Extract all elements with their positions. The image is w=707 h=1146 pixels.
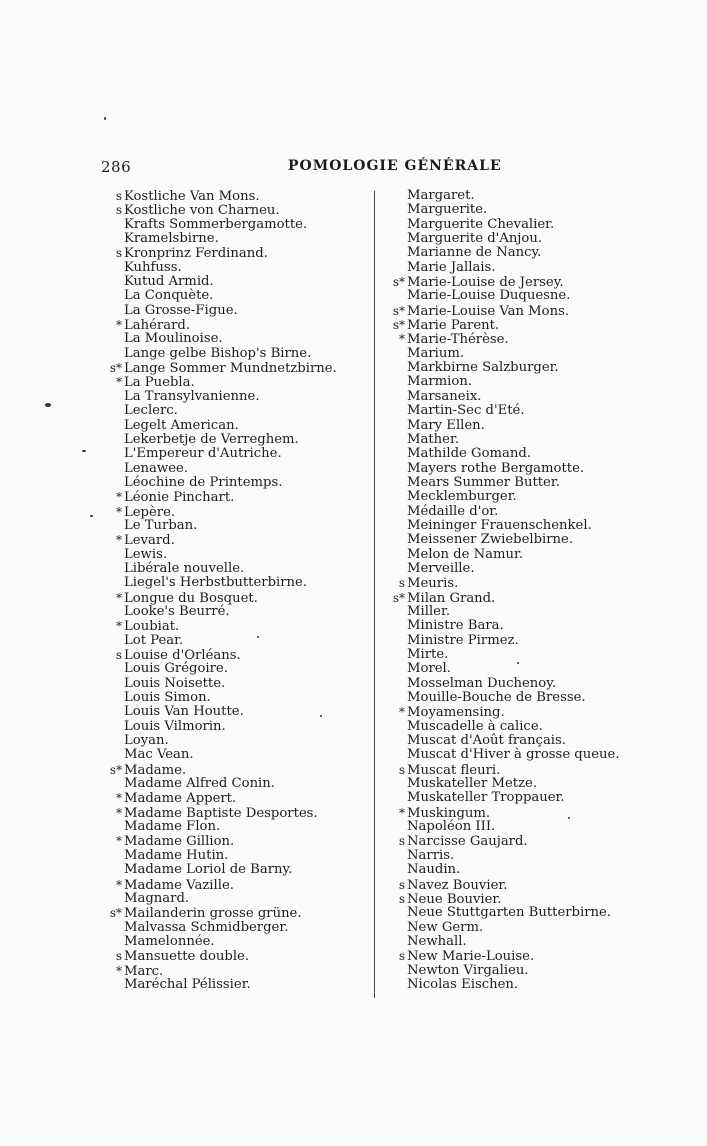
- scan-speck: [90, 515, 93, 517]
- variety-name: Madame Alfred Conin.: [124, 776, 275, 792]
- variety-name: Louis Grégoire.: [124, 661, 228, 677]
- variety-name: Louis Simon.: [124, 690, 211, 706]
- variety-name: Marguerite Chevalier.: [407, 216, 555, 232]
- variety-name: Marguerite.: [407, 202, 488, 218]
- list-item: [389, 447, 620, 461]
- entry-marker: s: [115, 949, 122, 964]
- column-divider: [374, 191, 375, 998]
- variety-name: Madame Loriol de Barny.: [124, 862, 293, 878]
- entry-marker: s: [115, 648, 122, 662]
- variety-name: Louis Van Houtte.: [124, 704, 244, 720]
- list-item: [104, 218, 337, 232]
- entry-marker: *: [116, 877, 122, 892]
- variety-name: Kutud Armid.: [124, 274, 214, 290]
- variety-name: Lot Pear.: [124, 632, 184, 648]
- variety-name: Lange gelbe Bishop's Birne.: [124, 345, 312, 361]
- variety-name: Malvassa Schmidberger.: [124, 919, 289, 935]
- entry-marker: s*: [392, 318, 405, 333]
- entry-marker: s: [398, 762, 405, 777]
- variety-name: Neue Stuttgarten Butterbirne.: [407, 905, 612, 921]
- variety-name: Louise d'Orléans.: [124, 648, 241, 663]
- list-item: [104, 777, 337, 791]
- variety-name: Marc.: [124, 963, 164, 979]
- list-item: [389, 390, 620, 404]
- list-item: [389, 820, 620, 834]
- variety-name: Margaret.: [407, 188, 475, 203]
- list-item: [104, 404, 337, 418]
- variety-name: Milan Grand.: [407, 590, 496, 606]
- entry-marker: s*: [109, 361, 122, 376]
- list-item: [389, 562, 620, 576]
- variety-name: Madame Baptiste Desportes.: [124, 805, 318, 821]
- variety-name: Lange Sommer Mundnetzbirne.: [124, 361, 337, 377]
- list-item: [389, 576, 620, 590]
- list-item: [104, 347, 337, 361]
- variety-name: Lenawee.: [124, 460, 189, 476]
- scan-speck: [517, 662, 519, 664]
- left-column: [104, 189, 337, 992]
- variety-name: Mears Summer Butter.: [407, 474, 560, 490]
- list-item: [389, 505, 620, 519]
- entry-marker: *: [116, 533, 122, 548]
- entry-marker: s*: [109, 762, 122, 777]
- list-item: [389, 332, 620, 346]
- variety-name: Nicolas Eischen.: [407, 976, 519, 992]
- list-item: [389, 634, 620, 648]
- variety-name: Napoléon III.: [407, 819, 496, 835]
- variety-name: Leclerc.: [124, 403, 178, 419]
- variety-name: Martin-Sec d'Eté.: [407, 403, 525, 419]
- list-item: [104, 662, 337, 676]
- list-item: [389, 375, 620, 389]
- variety-name: Levard.: [124, 533, 175, 549]
- entry-marker: *: [116, 318, 122, 333]
- list-item: [104, 964, 337, 978]
- list-item: [104, 261, 337, 275]
- variety-name: Longue du Bosquet.: [124, 590, 258, 606]
- list-item: [104, 691, 337, 705]
- variety-name: Mirte.: [407, 647, 449, 662]
- list-item: [104, 232, 337, 246]
- list-item: [104, 289, 337, 303]
- variety-name: Kostliche Van Mons.: [124, 189, 260, 204]
- entry-marker: *: [116, 490, 122, 505]
- list-item: [389, 662, 620, 676]
- variety-name: Marmion.: [407, 374, 473, 390]
- list-item: [389, 834, 620, 848]
- entry-marker: s: [398, 834, 405, 849]
- variety-name: Marie Jallais.: [407, 259, 496, 275]
- variety-name: New Marie-Louise.: [407, 949, 535, 965]
- list-item: [104, 505, 337, 519]
- list-item: [104, 648, 337, 662]
- list-item: [104, 361, 337, 375]
- list-item: [104, 863, 337, 877]
- list-item: [104, 189, 337, 203]
- entry-marker: *: [116, 504, 122, 519]
- list-item: [389, 533, 620, 547]
- page-number: 286: [101, 158, 132, 176]
- list-item: [389, 906, 620, 920]
- variety-name: Muscat d'Hiver à grosse queue.: [407, 747, 620, 763]
- variety-name: Kronprinz Ferdinand.: [124, 246, 268, 262]
- list-item: [104, 246, 337, 260]
- list-item: [104, 892, 337, 906]
- variety-name: Meuris.: [407, 576, 459, 592]
- variety-name: Newhall.: [407, 933, 467, 949]
- variety-name: Navez Bouvier.: [407, 877, 508, 893]
- list-item: [389, 404, 620, 418]
- list-item: [104, 677, 337, 691]
- list-item: [389, 419, 620, 433]
- list-item: [104, 978, 337, 992]
- variety-name: Maréchal Pélissier.: [124, 976, 251, 992]
- variety-name: Muskingum.: [407, 805, 491, 821]
- variety-name: Magnard.: [124, 890, 190, 906]
- list-item: [389, 246, 620, 260]
- entry-marker: s*: [109, 906, 122, 921]
- variety-name: Léonie Pinchart.: [124, 490, 235, 506]
- variety-name: Madame Gillion.: [124, 834, 235, 850]
- list-item: [104, 533, 337, 547]
- list-item: [104, 734, 337, 748]
- list-item: [104, 203, 337, 217]
- list-item: [104, 748, 337, 762]
- variety-name: Muskateller Troppauer.: [407, 790, 565, 806]
- variety-name: Marie-Louise Van Mons.: [407, 303, 570, 319]
- variety-name: Mansuette double.: [124, 949, 250, 965]
- list-item: [389, 720, 620, 734]
- entry-marker: s: [398, 891, 405, 906]
- list-item: [389, 777, 620, 791]
- list-item: [104, 390, 337, 404]
- variety-name: Muscadelle à calice.: [407, 718, 543, 734]
- entry-marker: *: [116, 619, 122, 634]
- variety-name: Liegel's Herbstbutterbirne.: [124, 575, 308, 591]
- list-item: [389, 791, 620, 805]
- variety-name: Mathilde Gomand.: [407, 446, 531, 462]
- variety-name: Marianne de Nancy.: [407, 245, 542, 261]
- list-item: [389, 763, 620, 777]
- variety-name: Lahérard.: [124, 318, 191, 334]
- list-item: [389, 605, 620, 619]
- scan-speck: [45, 403, 51, 407]
- entry-marker: s*: [392, 590, 405, 605]
- list-item: [104, 419, 337, 433]
- entry-marker: *: [399, 805, 405, 820]
- list-item: [104, 763, 337, 777]
- list-item: [104, 490, 337, 504]
- variety-name: Libérale nouvelle.: [124, 560, 245, 576]
- entry-marker: *: [399, 705, 405, 720]
- right-column: [389, 189, 620, 992]
- variety-name: Merveille.: [407, 560, 475, 576]
- list-item: [389, 648, 620, 662]
- variety-name: Lewis.: [124, 546, 168, 562]
- variety-name: Newton Virgalieu.: [407, 962, 529, 978]
- list-item: [389, 304, 620, 318]
- variety-name: Kuhfuss.: [124, 259, 182, 275]
- scan-speck: [82, 450, 86, 452]
- variety-name: Léochine de Printemps.: [124, 474, 283, 490]
- variety-name: Médaille d'or.: [407, 503, 499, 519]
- variety-name: Mecklemburger.: [407, 489, 517, 505]
- variety-name: Legelt American.: [124, 417, 239, 433]
- entry-marker: *: [116, 834, 122, 849]
- list-item: [104, 519, 337, 533]
- list-item: [389, 978, 620, 992]
- variety-name: Kramelsbirne.: [124, 231, 219, 247]
- entry-marker: s: [115, 203, 122, 218]
- variety-name: Mary Ellen.: [407, 417, 485, 433]
- variety-name: Marsaneix.: [407, 388, 482, 404]
- list-item: [104, 304, 337, 318]
- list-item: [389, 232, 620, 246]
- list-item: [104, 447, 337, 461]
- list-item: [104, 921, 337, 935]
- variety-name: Muscat fleuri.: [407, 762, 501, 778]
- list-item: [389, 433, 620, 447]
- variety-name: Narris.: [407, 847, 455, 863]
- list-item: [104, 849, 337, 863]
- list-item: [389, 361, 620, 375]
- variety-name: Krafts Sommerbergamotte.: [124, 216, 308, 232]
- list-item: [104, 548, 337, 562]
- variety-name: La Conquète.: [124, 288, 214, 304]
- list-item: [104, 605, 337, 619]
- variety-name: Lepère.: [124, 504, 176, 520]
- variety-name: Loyan.: [124, 733, 169, 749]
- variety-name: Mailanderin grosse grüne.: [124, 906, 302, 922]
- list-item: [389, 863, 620, 877]
- variety-name: Lekerbetje de Verreghem.: [124, 431, 299, 447]
- list-item: [104, 462, 337, 476]
- list-item: [389, 476, 620, 490]
- list-item: [389, 734, 620, 748]
- list-item: [389, 462, 620, 476]
- list-item: [104, 820, 337, 834]
- list-item: [104, 562, 337, 576]
- entry-marker: *: [116, 590, 122, 605]
- entry-marker: *: [399, 332, 405, 347]
- list-item: [389, 189, 620, 203]
- running-title: POMOLOGIE GÉNÉRALE: [288, 158, 502, 174]
- list-item: [104, 906, 337, 920]
- list-item: [389, 849, 620, 863]
- variety-name: Naudin.: [407, 862, 461, 878]
- list-item: [104, 576, 337, 590]
- variety-name: La Grosse-Figue.: [124, 302, 238, 318]
- list-item: [389, 289, 620, 303]
- list-item: [104, 275, 337, 289]
- variety-name: Mayers rothe Bergamotte.: [407, 460, 585, 476]
- variety-name: Marie-Thérèse.: [407, 332, 509, 348]
- list-item: [389, 347, 620, 361]
- variety-name: Louis Noisette.: [124, 675, 226, 691]
- variety-name: Madame Flon.: [124, 819, 221, 835]
- variety-name: Madame.: [124, 762, 187, 778]
- list-item: [389, 548, 620, 562]
- variety-name: Marie-Louise Duquesne.: [407, 288, 571, 304]
- list-item: [104, 834, 337, 848]
- list-item: [389, 591, 620, 605]
- list-item: [389, 261, 620, 275]
- list-item: [389, 921, 620, 935]
- list-item: [389, 677, 620, 691]
- variety-name: Marie-Louise de Jersey.: [407, 275, 564, 291]
- list-item: [389, 892, 620, 906]
- variety-name: Moyamensing.: [407, 705, 505, 721]
- scan-speck: [104, 117, 106, 120]
- variety-name: Muskateller Metze.: [407, 776, 538, 792]
- variety-name: Louis Vilmorin.: [124, 718, 226, 734]
- variety-name: La Moulinoise.: [124, 331, 223, 347]
- entry-marker: *: [116, 805, 122, 820]
- variety-name: Ministre Pirmez.: [407, 632, 519, 648]
- variety-name: Mamelonnée.: [124, 933, 215, 949]
- variety-name: Miller.: [407, 603, 451, 619]
- list-item: [389, 203, 620, 217]
- variety-name: Meininger Frauenschenkel.: [407, 517, 592, 533]
- variety-name: L'Empereur d'Autriche.: [124, 446, 282, 462]
- scan-speck: [257, 636, 259, 638]
- variety-name: Mac Vean.: [124, 747, 194, 763]
- variety-name: Marium.: [407, 345, 465, 361]
- list-item: [104, 791, 337, 805]
- list-item: [389, 218, 620, 232]
- list-item: [389, 705, 620, 719]
- list-item: [389, 619, 620, 633]
- list-item: [104, 318, 337, 332]
- variety-name: Mouille-Bouche de Bresse.: [407, 690, 586, 706]
- list-item: [389, 691, 620, 705]
- variety-name: Narcisse Gaujard.: [407, 834, 528, 850]
- scan-speck: [320, 715, 322, 717]
- variety-name: Marguerite d'Anjou.: [407, 231, 543, 247]
- variety-name: Kostliche von Charneu.: [124, 203, 280, 219]
- variety-name: La Puebla.: [124, 375, 195, 391]
- list-item: [389, 519, 620, 533]
- list-item: [104, 705, 337, 719]
- list-item: [104, 619, 337, 633]
- list-item: [104, 949, 337, 963]
- variety-name: Neue Bouvier.: [407, 891, 502, 907]
- variety-name: Mather.: [407, 431, 460, 447]
- list-item: [389, 318, 620, 332]
- list-item: [104, 634, 337, 648]
- variety-name: Madame Hutin.: [124, 847, 229, 863]
- scan-speck: [568, 817, 570, 819]
- entry-marker: s*: [392, 275, 405, 290]
- list-item: [389, 935, 620, 949]
- variety-name: Markbirne Salzburger.: [407, 360, 559, 376]
- variety-name: Mosselman Duchenoy.: [407, 675, 557, 691]
- variety-name: Madame Vazille.: [124, 877, 234, 893]
- variety-name: Ministre Bara.: [407, 618, 504, 634]
- list-item: [104, 878, 337, 892]
- list-item: [104, 332, 337, 346]
- list-item: [104, 935, 337, 949]
- variety-name: Madame Appert.: [124, 791, 237, 807]
- variety-name: Looke's Beurré.: [124, 603, 230, 619]
- list-item: [389, 949, 620, 963]
- list-item: [389, 748, 620, 762]
- entry-marker: s*: [392, 303, 405, 318]
- entry-marker: s: [398, 949, 405, 964]
- list-item: [104, 720, 337, 734]
- variety-name: Meissener Zwiebelbirne.: [407, 532, 574, 548]
- entry-marker: s: [398, 576, 405, 591]
- entry-marker: s: [398, 877, 405, 892]
- variety-name: Muscat d'Août français.: [407, 733, 566, 749]
- variety-name: La Transylvanienne.: [124, 388, 260, 404]
- entry-marker: *: [116, 791, 122, 806]
- list-item: [104, 375, 337, 389]
- entry-marker: *: [116, 963, 122, 978]
- entry-marker: s: [115, 246, 122, 261]
- list-item: [389, 964, 620, 978]
- list-item: [389, 490, 620, 504]
- variety-name: Marie Parent.: [407, 318, 500, 334]
- list-item: [104, 591, 337, 605]
- list-item: [104, 433, 337, 447]
- variety-name: Morel.: [407, 661, 451, 677]
- list-item: [389, 275, 620, 289]
- list-item: [104, 476, 337, 490]
- variety-name: New Germ.: [407, 919, 484, 935]
- variety-name: Le Turban.: [124, 517, 198, 533]
- list-item: [389, 878, 620, 892]
- variety-name: Loubiat.: [124, 619, 180, 635]
- list-item: [389, 806, 620, 820]
- variety-name: Melon de Namur.: [407, 546, 524, 562]
- entry-marker: s: [115, 189, 122, 203]
- list-item: [104, 806, 337, 820]
- entry-marker: *: [116, 375, 122, 390]
